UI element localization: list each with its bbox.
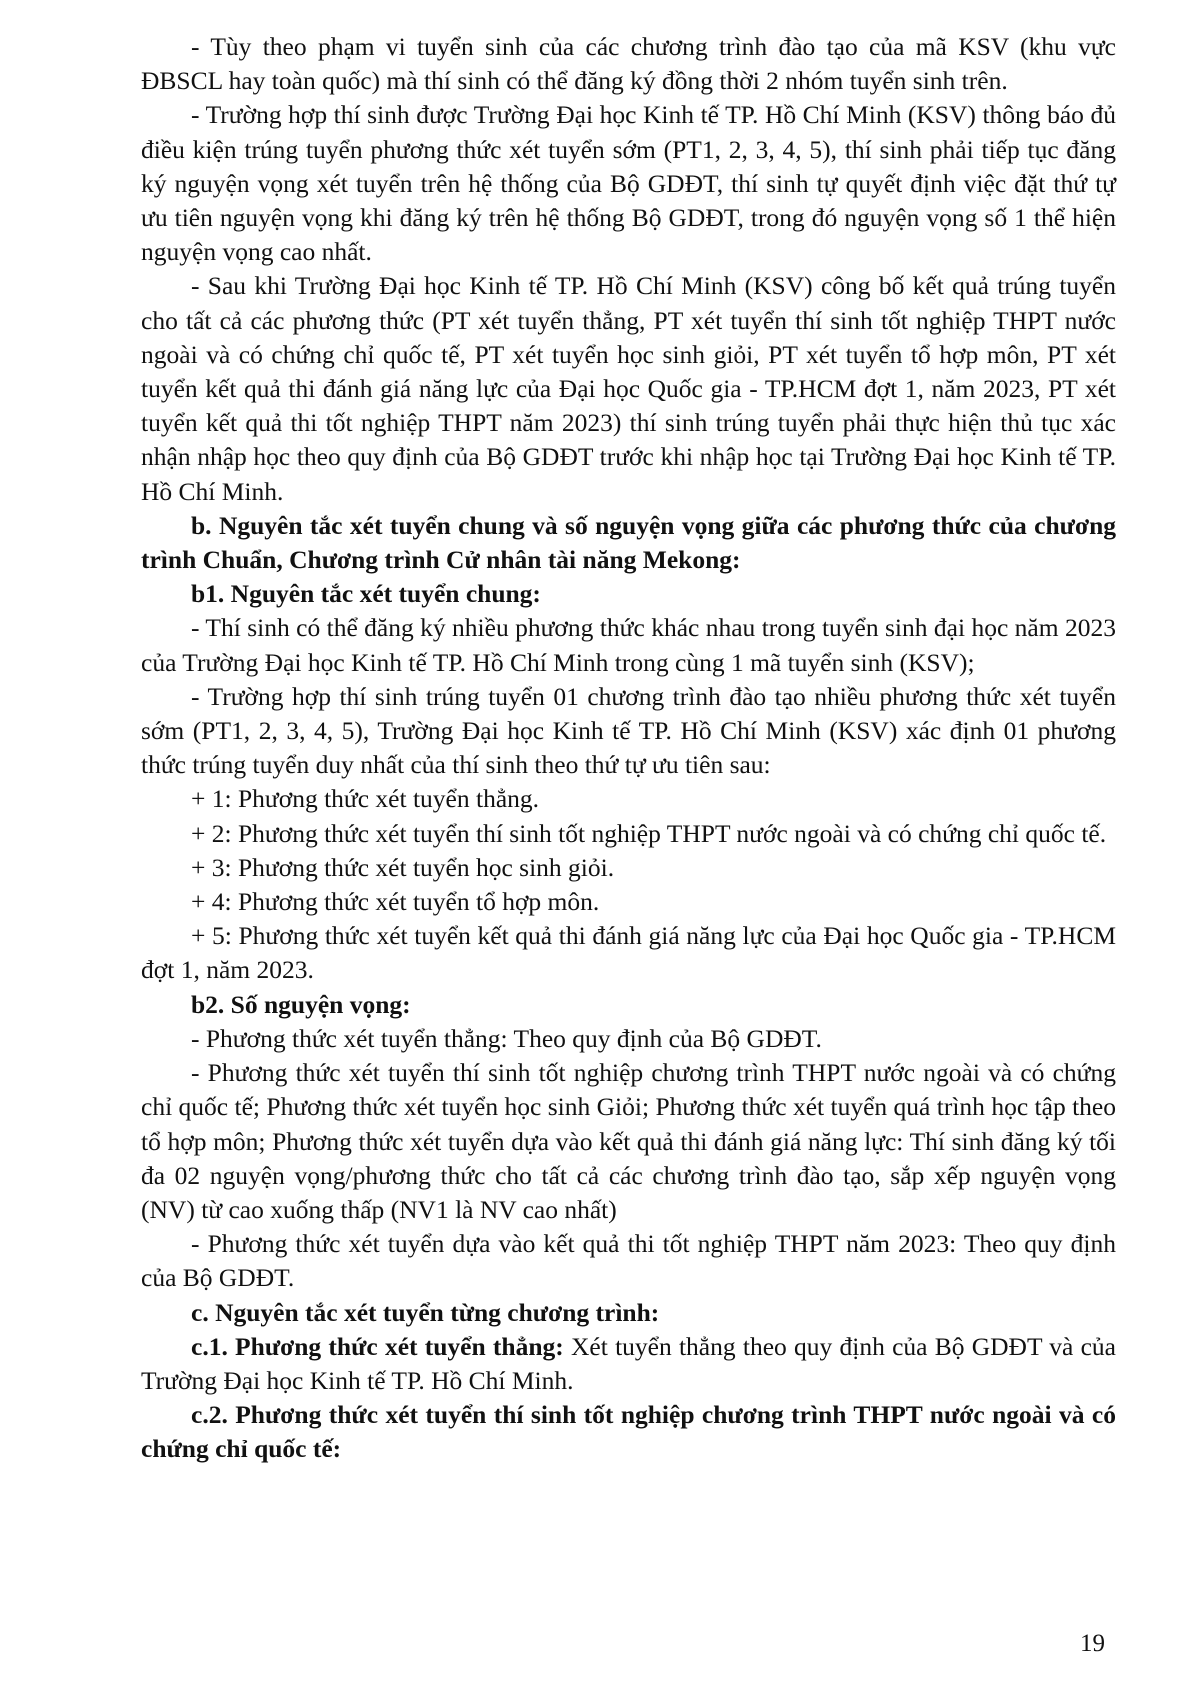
paragraph-c1-direct-admission xyxy=(141,1330,1116,1398)
paragraph-direct-admission-wishes: - Phương thức xét tuyển thẳng: Theo quy định của Bộ GDĐT. xyxy=(191,1023,822,1053)
priority-item-4: + 4: Phương thức xét tuyển tổ hợp môn. xyxy=(191,887,600,917)
paragraph-c1-text: Xét tuyển thẳng theo quy định của Bộ GDĐT và của Trường Đại học Kinh tế TP. Hồ Chí Minh. xyxy=(141,1331,1116,1395)
document-body xyxy=(141,30,1116,1467)
heading-c-program-principles: c. Nguyên tắc xét tuyển từng chương trình: xyxy=(191,1297,660,1327)
paragraph-confirm-enrollment-note: - Sau khi Trường Đại học Kinh tế TP. Hồ Chí Minh (KSV) công bố kết quả trúng tuyển cho tất cả các phương thức (PT xét tuyển thẳng, PT xét tuyển thí sinh tốt nghiệp THPT nước ngoài và có chứng chỉ quốc tế, PT xét tuyển học sinh giỏi, PT xét tuyển tổ hợp môn, PT xét tuyển kết quả thi đánh giá năng lực của Đại học Quốc gia - TP.HCM đợt 1, năm 2023, PT xét tuyển kết quả thi tốt nghiệp THPT năm 2023) thí sinh trúng tuyển phải thực hiện thủ tục xác nhận nhập học theo quy định của Bộ GDĐT trước khi nhập học tại Trường Đại học Kinh tế TP. Hồ Chí Minh. xyxy=(141,271,1116,506)
heading-b2-number-of-wishes: b2. Số nguyện vọng: xyxy=(191,989,411,1019)
priority-item-1: + 1: Phương thức xét tuyển thẳng. xyxy=(191,784,540,814)
heading-b-general-principles: b. Nguyên tắc xét tuyển chung và số nguyện vọng giữa các phương thức của chương trình Chuẩn, Chương trình Cử nhân tài năng Mekong: xyxy=(141,510,1116,575)
priority-item-2: + 2: Phương thức xét tuyển thí sinh tốt nghiệp THPT nước ngoài và có chứng chỉ quốc tế. xyxy=(191,818,1107,848)
paragraph-early-admission-note: - Trường hợp thí sinh được Trường Đại học Kinh tế TP. Hồ Chí Minh (KSV) thông báo đủ điều kiện trúng tuyển phương thức xét tuyển sớm (PT1, 2, 3, 4, 5), thí sinh phải tiếp tục đăng ký nguyện vọng xét tuyển trên hệ thống của Bộ GDĐT, thí sinh tự quyết định việc đặt thứ tự ưu tiên nguyện vọng khi đăng ký trên hệ thống Bộ GDĐT, trong đó nguyện vọng số 1 thể hiện nguyện vọng cao nhất. xyxy=(141,100,1116,267)
heading-b1-general-principles: b1. Nguyên tắc xét tuyển chung: xyxy=(191,579,541,609)
priority-item-3: + 3: Phương thức xét tuyển học sinh giỏi. xyxy=(191,852,615,882)
priority-item-5: + 5: Phương thức xét tuyển kết quả thi đánh giá năng lực của Đại học Quốc gia - TP.HCM đợt 1, năm 2023. xyxy=(141,921,1116,985)
heading-c2-foreign-highschool: c.2. Phương thức xét tuyển thí sinh tốt nghiệp chương trình THPT nước ngoài và có chứng chỉ quốc tế: xyxy=(141,1400,1116,1464)
heading-c1-label: c.1. Phương thức xét tuyển thẳng: xyxy=(191,1331,564,1361)
paragraph-graduation-exam-wishes: - Phương thức xét tuyển dựa vào kết quả thi tốt nghiệp THPT năm 2023: Theo quy định của Bộ GDĐT. xyxy=(141,1229,1116,1293)
paragraph-priority-order: - Trường hợp thí sinh trúng tuyển 01 chương trình đào tạo nhiều phương thức xét tuyển sớm (PT1, 2, 3, 4, 5), Trường Đại học Kinh tế TP. Hồ Chí Minh (KSV) xác định 01 phương thức trúng tuyển duy nhất của thí sinh theo thứ tự ưu tiên sau: xyxy=(141,681,1116,780)
paragraph-max-two-wishes: - Phương thức xét tuyển thí sinh tốt nghiệp chương trình THPT nước ngoài và có chứng chỉ quốc tế; Phương thức xét tuyển học sinh Giỏi; Phương thức xét tuyển quá trình học tập theo tổ hợp môn; Phương thức xét tuyển dựa vào kết quả thi đánh giá năng lực: Thí sinh đăng ký tối đa 02 nguyện vọng/phương thức cho tất cả các chương trình đào tạo, sắp xếp nguyện vọng (NV) từ cao xuống thấp (NV1 là NV cao nhất) xyxy=(141,1058,1116,1224)
page-number: 19 xyxy=(1080,1630,1105,1657)
paragraph-scope-note: - Tùy theo phạm vi tuyển sinh của các chương trình đào tạo của mã KSV (khu vực ĐBSCL hay toàn quốc) mà thí sinh có thể đăng ký đồng thời 2 nhóm tuyển sinh trên. xyxy=(141,32,1116,96)
paragraph-multiple-methods: - Thí sinh có thể đăng ký nhiều phương thức khác nhau trong tuyển sinh đại học năm 2023 của Trường Đại học Kinh tế TP. Hồ Chí Minh trong cùng 1 mã tuyển sinh (KSV); xyxy=(141,613,1116,677)
